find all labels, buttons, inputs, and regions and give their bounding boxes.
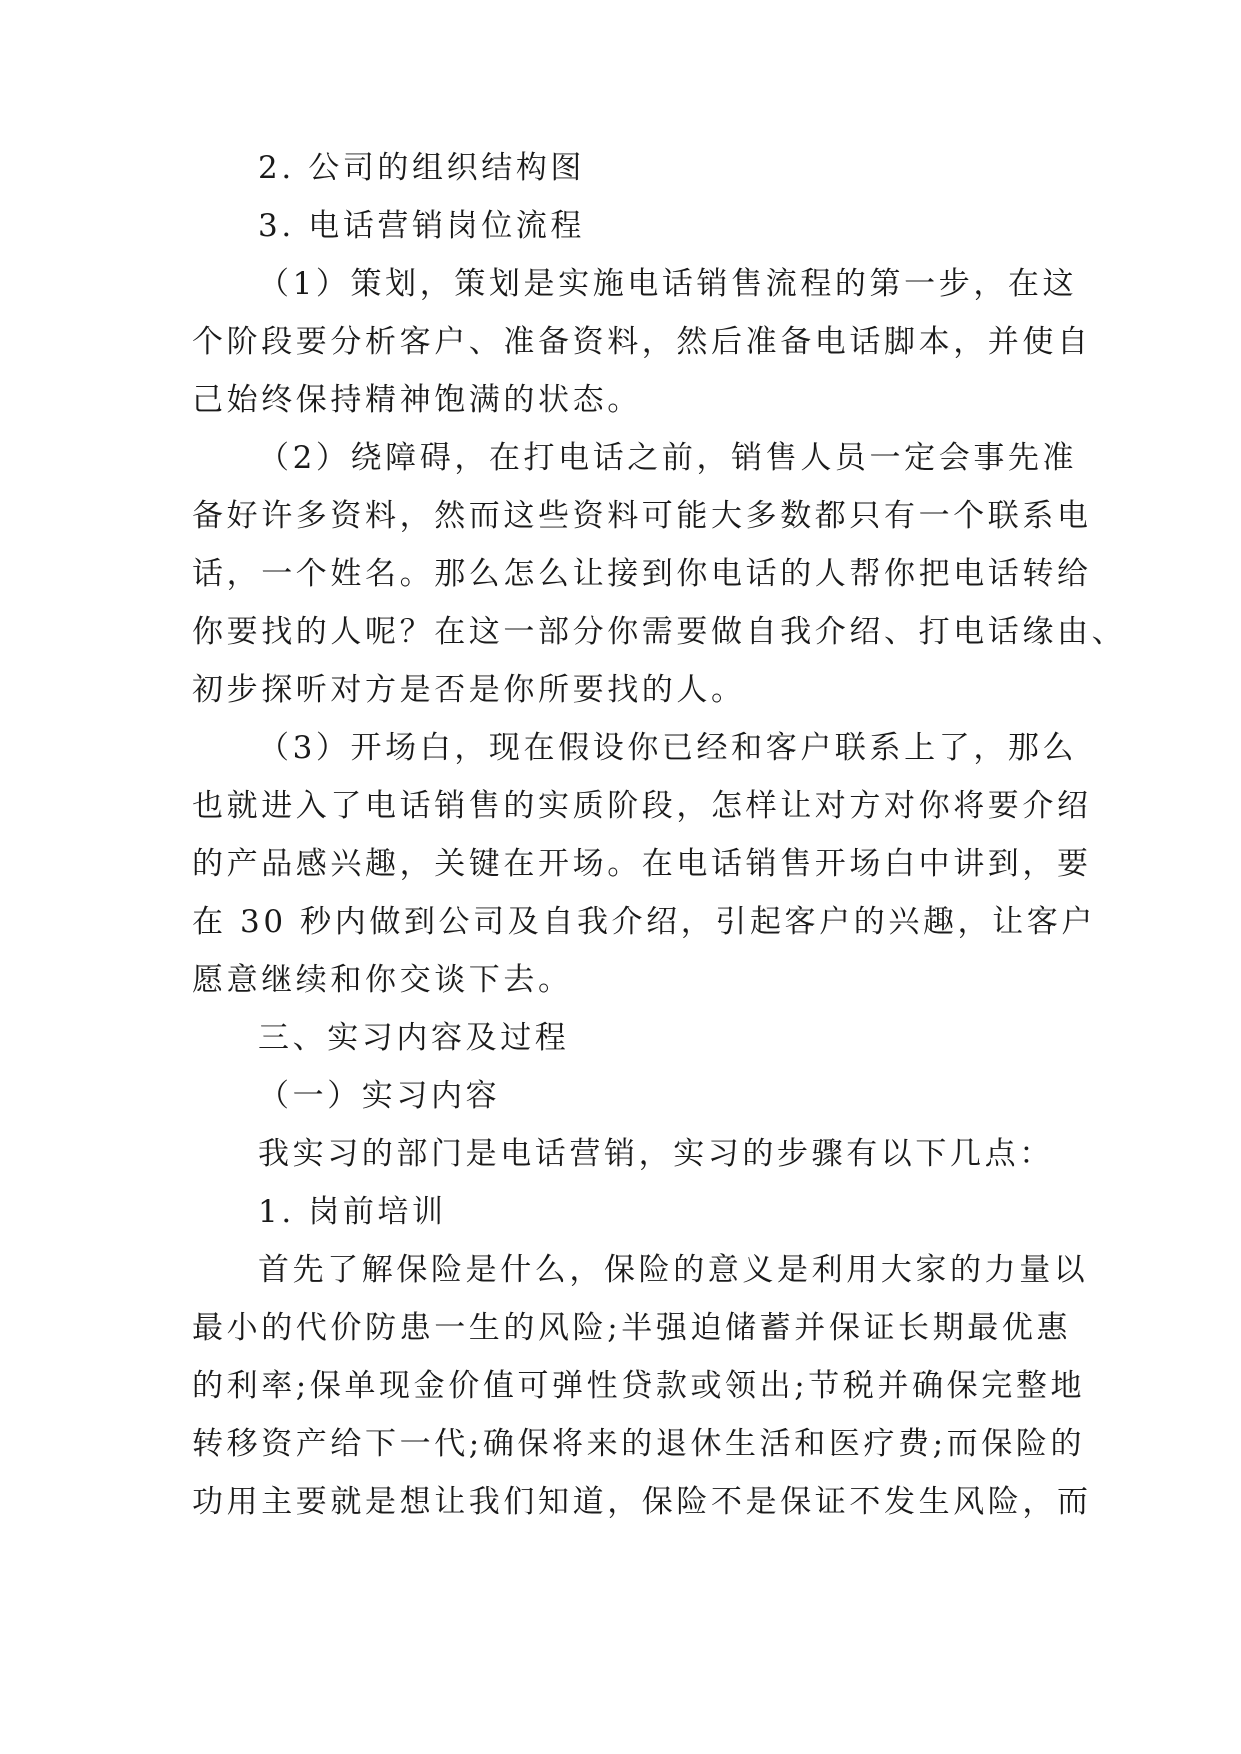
paragraph-line: 我实习的部门是电话营销，实习的步骤有以下几点： bbox=[258, 1136, 1054, 1172]
paragraph-line: （3）开场白，现在假设你已经和客户联系上了，那么 bbox=[258, 730, 1078, 766]
paragraph-line: 愿意继续和你交谈下去。 bbox=[192, 962, 573, 998]
paragraph-line: （2）绕障碍，在打电话之前，销售人员一定会事先准 bbox=[258, 440, 1078, 476]
paragraph-line: 备好许多资料，然而这些资料可能大多数都只有一个联系电 bbox=[192, 498, 1092, 534]
paragraph-line: 在 30 秒内做到公司及自我介绍，引起客户的兴趣，让客户 bbox=[192, 904, 1096, 940]
subsection-heading: （一）实习内容 bbox=[258, 1078, 501, 1114]
paragraph-line: 话，一个姓名。那么怎么让接到你电话的人帮你把电话转给 bbox=[192, 556, 1092, 592]
paragraph-line: 己始终保持精神饱满的状态。 bbox=[192, 382, 642, 418]
paragraph-line: 你要找的人呢？在这一部分你需要做自我介绍、打电话缘由、 bbox=[192, 614, 1127, 650]
section-heading: 三、实习内容及过程 bbox=[258, 1020, 570, 1056]
paragraph-line: 初步探听对方是否是你所要找的人。 bbox=[192, 672, 746, 708]
paragraph-line: 的产品感兴趣，关键在开场。在电话销售开场白中讲到，要 bbox=[192, 846, 1092, 882]
paragraph-line: 个阶段要分析客户、准备资料，然后准备电话脚本，并使自 bbox=[192, 324, 1092, 360]
heading-sales-process: 3. 电话营销岗位流程 bbox=[258, 208, 586, 244]
paragraph-line: 功用主要就是想让我们知道，保险不是保证不发生风险，而 bbox=[192, 1484, 1092, 1520]
paragraph-line: 的利率;保单现金价值可弹性贷款或领出;节税并确保完整地 bbox=[192, 1368, 1086, 1404]
paragraph-line: 首先了解保险是什么，保险的意义是利用大家的力量以 bbox=[258, 1252, 1089, 1288]
heading-org-chart: 2. 公司的组织结构图 bbox=[258, 150, 586, 186]
paragraph-line: （1）策划，策划是实施电话销售流程的第一步，在这 bbox=[258, 266, 1078, 302]
paragraph-line: 也就进入了电话销售的实质阶段，怎样让对方对你将要介绍 bbox=[192, 788, 1092, 824]
item-heading: 1. 岗前培训 bbox=[258, 1194, 447, 1230]
paragraph-line: 转移资产给下一代;确保将来的退休生活和医疗费;而保险的 bbox=[192, 1426, 1086, 1462]
paragraph-line: 最小的代价防患一生的风险;半强迫储蓄并保证长期最优惠 bbox=[192, 1310, 1072, 1346]
